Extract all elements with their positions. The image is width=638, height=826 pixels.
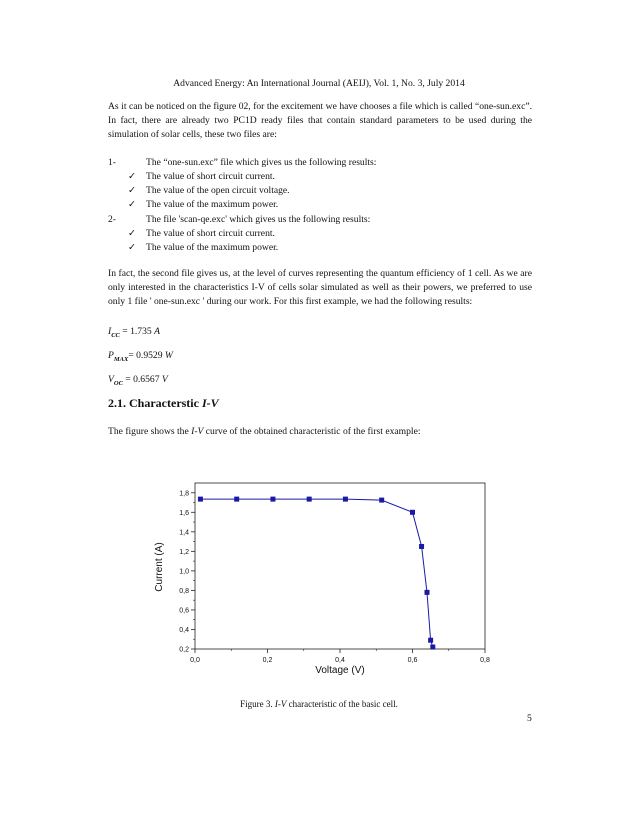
section-text-italic: I-V <box>191 426 204 437</box>
x-tick-label: 0,6 <box>407 657 418 664</box>
list-number: 1- <box>108 157 116 168</box>
formula-symbol: V <box>108 374 114 385</box>
bullet-text: The value of short circuit current. <box>146 171 275 182</box>
y-tick-label: 0,4 <box>179 626 189 634</box>
bullet-item <box>128 227 275 241</box>
check-icon: ✓ <box>128 185 137 196</box>
bullet-item <box>128 184 290 198</box>
check-icon: ✓ <box>128 171 137 182</box>
chart-ticks <box>179 490 490 664</box>
data-point <box>428 638 433 643</box>
data-point <box>234 497 239 502</box>
formula-value: = 1.735 <box>119 326 155 337</box>
page-number: 5 <box>527 713 532 724</box>
section-heading <box>108 396 219 411</box>
formula-voc <box>108 374 168 387</box>
figure-caption <box>0 699 638 709</box>
check-icon: ✓ <box>128 199 137 210</box>
formula-sub: MAX <box>113 355 129 363</box>
bullet-item <box>128 198 278 212</box>
bullet-text: The value of the maximum power. <box>146 199 279 210</box>
data-point <box>410 510 415 515</box>
x-tick-label: 0,2 <box>262 657 273 664</box>
check-icon: ✓ <box>128 228 137 239</box>
formula-sub: CC <box>111 331 120 339</box>
iv-chart <box>150 465 500 685</box>
section-text <box>108 425 532 439</box>
x-axis-label: Voltage (V) <box>315 665 365 676</box>
x-tick-label: 0,8 <box>480 657 490 664</box>
formula-symbol: I <box>108 326 112 337</box>
caption-text: characteristic of the basic cell. <box>286 699 398 709</box>
bullet-item <box>128 241 278 255</box>
series-line <box>200 499 432 647</box>
data-point <box>430 645 435 650</box>
data-point <box>425 590 430 595</box>
data-point <box>198 497 203 502</box>
y-tick-label: 1,4 <box>179 529 189 537</box>
formula-pmax <box>108 350 173 363</box>
running-header: Advanced Energy: An International Journal (AEIJ), Vol. 1, No. 3, July 2014 <box>173 78 465 89</box>
y-tick-label: 0,6 <box>179 607 189 615</box>
bullet-text: The value of the maximum power. <box>146 242 279 253</box>
y-tick-label: 1,2 <box>179 548 189 556</box>
x-tick-label: 0,0 <box>190 657 200 664</box>
y-tick-label: 0,2 <box>179 646 189 654</box>
check-icon: ✓ <box>128 242 137 253</box>
y-tick-label: 1,6 <box>179 509 189 517</box>
bullet-text: The value of the open circuit voltage. <box>146 185 290 196</box>
section-text-part: curve of the obtained characteristic of the first example: <box>203 426 421 437</box>
intro-paragraph: As it can be noticed on the figure 02, for the excitement we have chooses a file which is called “one-sun.exc”. In fact, there are already two PC1D ready files that contain standard parameters to be used during the simulation of solar cells, these two files are: <box>108 101 532 140</box>
data-point <box>307 497 312 502</box>
formula-value: = 0.9529 <box>128 350 165 361</box>
y-tick-label: 1,8 <box>179 490 189 498</box>
plot-frame <box>195 483 485 649</box>
caption-italic: I-V <box>274 699 287 709</box>
data-point <box>343 497 348 502</box>
results-paragraph: In fact, the second file gives us, at the level of curves representing the quantum efficiency of 1 cell. As we are only interested in the characteristics I-V of cells solar simulated as well as their powers, we preferred to use only 1 file ' one-sun.exc ' during our work. For this first example, we had the following results: <box>108 268 532 307</box>
y-axis-label: Current (A) <box>154 542 165 592</box>
formula-unit: W <box>164 350 173 361</box>
section-number: 2.1. <box>108 396 126 410</box>
y-tick-label: 0,8 <box>179 587 189 595</box>
section-text-part: The figure shows the <box>108 426 192 437</box>
section-title-italic: I-V <box>201 396 219 410</box>
formula-value: = 0.6567 <box>122 374 162 385</box>
list-text: The file 'scan-qe.exc' which gives us the following results: <box>146 214 371 225</box>
section-title: Characterstic <box>129 396 202 410</box>
formula-unit: A <box>154 326 160 337</box>
data-point <box>379 498 384 503</box>
list-number: 2- <box>108 214 116 225</box>
list-text: The “one-sun.exc” file which gives us the following results: <box>146 157 377 168</box>
x-tick-label: 0,4 <box>335 657 345 664</box>
formula-unit: V <box>161 374 168 385</box>
data-point <box>419 544 424 549</box>
data-point <box>270 497 275 502</box>
bullet-text: The value of short circuit current. <box>146 228 275 239</box>
bullet-item <box>128 170 275 184</box>
chart-axes <box>195 483 485 649</box>
formula-icc <box>108 326 160 339</box>
formula-sub: OC <box>113 379 123 387</box>
chart-series <box>198 497 435 650</box>
formula-symbol: P <box>108 350 114 361</box>
y-tick-label: 1,0 <box>179 568 189 576</box>
caption-label: Figure 3. <box>240 699 275 709</box>
